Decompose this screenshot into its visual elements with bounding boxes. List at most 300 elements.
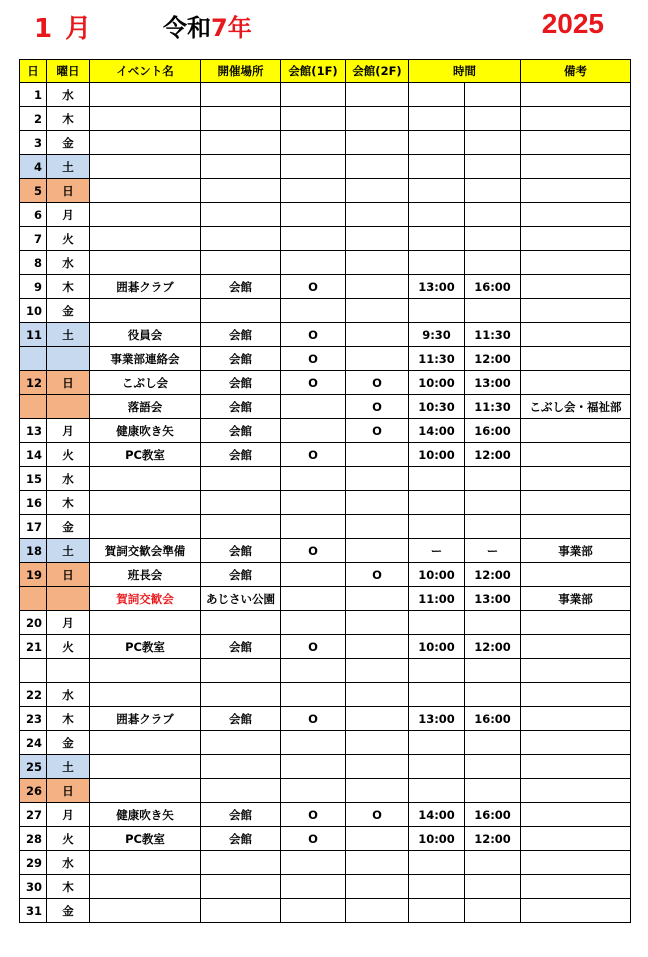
weekday-cell: 木 [47, 875, 90, 899]
end-time-cell [465, 179, 521, 203]
event-cell [90, 659, 201, 683]
notes-cell [521, 131, 631, 155]
event-cell [90, 851, 201, 875]
notes-cell [521, 275, 631, 299]
weekday-cell: 日 [47, 371, 90, 395]
day-cell: 16 [20, 491, 47, 515]
table-row [20, 155, 631, 179]
event-cell: 健康吹き矢 [90, 803, 201, 827]
day-cell: 21 [20, 635, 47, 659]
day-cell: 18 [20, 539, 47, 563]
end-time-cell [465, 203, 521, 227]
end-time-cell [465, 515, 521, 539]
table-row [20, 731, 631, 755]
hall-1f-cell [281, 683, 346, 707]
event-cell [90, 491, 201, 515]
venue-cell [201, 851, 281, 875]
hall-1f-cell [281, 131, 346, 155]
hall-2f-cell [346, 587, 409, 611]
event-cell: 囲碁クラブ [90, 275, 201, 299]
notes-cell [521, 515, 631, 539]
venue-cell [201, 227, 281, 251]
end-time-cell [465, 131, 521, 155]
venue-cell [201, 491, 281, 515]
hall-1f-cell [281, 179, 346, 203]
venue-cell [201, 155, 281, 179]
table-row [20, 611, 631, 635]
venue-cell: 会館 [201, 323, 281, 347]
weekday-cell: 金 [47, 899, 90, 923]
weekday-cell: 金 [47, 131, 90, 155]
notes-cell: 事業部 [521, 539, 631, 563]
event-cell [90, 899, 201, 923]
weekday-cell [47, 347, 90, 371]
event-cell [90, 731, 201, 755]
notes-cell [521, 659, 631, 683]
month-title: 1 月 [34, 14, 94, 44]
table-row [20, 347, 631, 371]
col-header-day: 日 [20, 60, 47, 83]
hall-1f-cell [281, 395, 346, 419]
table-row [20, 227, 631, 251]
end-time-cell [465, 851, 521, 875]
hall-2f-cell [346, 659, 409, 683]
hall-2f-cell [346, 515, 409, 539]
end-time-cell: 12:00 [465, 827, 521, 851]
hall-2f-cell [346, 491, 409, 515]
day-cell: 2 [20, 107, 47, 131]
notes-cell [521, 683, 631, 707]
table-row [20, 635, 631, 659]
hall-1f-cell [281, 755, 346, 779]
start-time-cell [409, 755, 465, 779]
end-time-cell [465, 155, 521, 179]
venue-cell [201, 611, 281, 635]
end-time-cell [465, 659, 521, 683]
venue-cell [201, 203, 281, 227]
event-cell: 賀詞交歓会準備 [90, 539, 201, 563]
table-row [20, 683, 631, 707]
hall-1f-cell [281, 419, 346, 443]
end-time-cell [465, 83, 521, 107]
weekday-cell: 水 [47, 683, 90, 707]
weekday-cell: 水 [47, 251, 90, 275]
weekday-cell: 日 [47, 179, 90, 203]
day-cell: 14 [20, 443, 47, 467]
notes-cell: こぶし会・福祉部 [521, 395, 631, 419]
venue-cell: あじさい公園 [201, 587, 281, 611]
col-header-venue: 開催場所 [201, 60, 281, 83]
venue-cell [201, 683, 281, 707]
weekday-cell [47, 659, 90, 683]
event-cell: PC教室 [90, 827, 201, 851]
venue-cell: 会館 [201, 395, 281, 419]
table-row [20, 779, 631, 803]
start-time-cell [409, 779, 465, 803]
day-cell: 11 [20, 323, 47, 347]
end-time-cell [465, 755, 521, 779]
weekday-cell: 木 [47, 491, 90, 515]
start-time-cell [409, 251, 465, 275]
notes-cell [521, 419, 631, 443]
hall-2f-cell [346, 299, 409, 323]
weekday-cell: 月 [47, 419, 90, 443]
hall-1f-cell [281, 611, 346, 635]
end-time-cell: ー [465, 539, 521, 563]
hall-2f-cell [346, 83, 409, 107]
event-cell [90, 299, 201, 323]
end-time-cell [465, 107, 521, 131]
start-time-cell [409, 611, 465, 635]
start-time-cell [409, 131, 465, 155]
venue-cell: 会館 [201, 347, 281, 371]
venue-cell [201, 251, 281, 275]
hall-1f-cell [281, 875, 346, 899]
notes-cell [521, 827, 631, 851]
event-cell [90, 83, 201, 107]
day-cell: 6 [20, 203, 47, 227]
table-row [20, 587, 631, 611]
venue-cell: 会館 [201, 827, 281, 851]
col-header-hall-1f: 会館(1F) [281, 60, 346, 83]
hall-2f-cell [346, 851, 409, 875]
weekday-cell: 月 [47, 203, 90, 227]
venue-cell [201, 131, 281, 155]
day-cell: 10 [20, 299, 47, 323]
event-cell [90, 131, 201, 155]
table-row [20, 251, 631, 275]
hall-1f-cell [281, 155, 346, 179]
table-row [20, 107, 631, 131]
table-row [20, 83, 631, 107]
start-time-cell [409, 491, 465, 515]
day-cell [20, 659, 47, 683]
start-time-cell: 9:30 [409, 323, 465, 347]
table-row [20, 395, 631, 419]
table-row [20, 755, 631, 779]
notes-cell [521, 611, 631, 635]
notes-cell [521, 107, 631, 131]
venue-cell: 会館 [201, 803, 281, 827]
start-time-cell: 10:00 [409, 443, 465, 467]
hall-2f-cell [346, 131, 409, 155]
notes-cell [521, 635, 631, 659]
day-cell: 13 [20, 419, 47, 443]
hall-1f-cell [281, 227, 346, 251]
table-row [20, 443, 631, 467]
weekday-cell: 火 [47, 227, 90, 251]
start-time-cell: 10:00 [409, 827, 465, 851]
end-time-cell [465, 899, 521, 923]
hall-1f-cell [281, 731, 346, 755]
hall-2f-cell [346, 683, 409, 707]
event-cell: PC教室 [90, 443, 201, 467]
day-cell: 20 [20, 611, 47, 635]
venue-cell [201, 779, 281, 803]
hall-1f-cell: O [281, 803, 346, 827]
hall-2f-cell [346, 611, 409, 635]
event-cell [90, 227, 201, 251]
venue-cell [201, 467, 281, 491]
hall-2f-cell [346, 227, 409, 251]
end-time-cell: 12:00 [465, 443, 521, 467]
notes-cell [521, 755, 631, 779]
hall-2f-cell [346, 467, 409, 491]
day-cell: 28 [20, 827, 47, 851]
day-cell: 22 [20, 683, 47, 707]
venue-cell [201, 755, 281, 779]
start-time-cell [409, 467, 465, 491]
start-time-cell: 14:00 [409, 803, 465, 827]
table-row [20, 371, 631, 395]
start-time-cell [409, 107, 465, 131]
era-prefix: 令和 [163, 14, 211, 42]
notes-cell [521, 251, 631, 275]
venue-cell [201, 899, 281, 923]
end-time-cell: 13:00 [465, 371, 521, 395]
day-cell: 15 [20, 467, 47, 491]
event-cell: 囲碁クラブ [90, 707, 201, 731]
table-row [20, 323, 631, 347]
hall-2f-cell [346, 899, 409, 923]
venue-cell: 会館 [201, 563, 281, 587]
day-cell: 27 [20, 803, 47, 827]
hall-1f-cell [281, 563, 346, 587]
notes-cell [521, 899, 631, 923]
notes-cell [521, 299, 631, 323]
end-time-cell: 16:00 [465, 419, 521, 443]
table-row [20, 275, 631, 299]
end-time-cell: 16:00 [465, 707, 521, 731]
start-time-cell: 14:00 [409, 419, 465, 443]
event-cell [90, 155, 201, 179]
start-time-cell [409, 851, 465, 875]
hall-1f-cell: O [281, 827, 346, 851]
notes-cell: 事業部 [521, 587, 631, 611]
day-cell: 9 [20, 275, 47, 299]
hall-1f-cell [281, 779, 346, 803]
notes-cell [521, 491, 631, 515]
start-time-cell [409, 83, 465, 107]
start-time-cell [409, 179, 465, 203]
day-cell: 24 [20, 731, 47, 755]
venue-cell [201, 731, 281, 755]
day-cell: 23 [20, 707, 47, 731]
weekday-cell: 木 [47, 707, 90, 731]
event-cell: 落語会 [90, 395, 201, 419]
notes-cell [521, 851, 631, 875]
notes-cell [521, 347, 631, 371]
hall-1f-cell [281, 299, 346, 323]
notes-cell [521, 779, 631, 803]
day-cell: 26 [20, 779, 47, 803]
end-time-cell [465, 227, 521, 251]
event-cell [90, 179, 201, 203]
start-time-cell: 11:30 [409, 347, 465, 371]
event-cell [90, 251, 201, 275]
day-cell [20, 347, 47, 371]
weekday-cell: 水 [47, 467, 90, 491]
weekday-cell: 土 [47, 539, 90, 563]
end-time-cell: 13:00 [465, 587, 521, 611]
hall-1f-cell [281, 107, 346, 131]
table-row [20, 707, 631, 731]
start-time-cell [409, 299, 465, 323]
era-title [163, 8, 252, 48]
table-row [20, 899, 631, 923]
notes-cell [521, 443, 631, 467]
table-row [20, 131, 631, 155]
day-cell: 5 [20, 179, 47, 203]
hall-2f-cell [346, 443, 409, 467]
start-time-cell [409, 683, 465, 707]
weekday-cell: 金 [47, 731, 90, 755]
notes-cell [521, 83, 631, 107]
weekday-cell: 木 [47, 107, 90, 131]
hall-2f-cell [346, 731, 409, 755]
venue-cell [201, 83, 281, 107]
event-cell: 班長会 [90, 563, 201, 587]
table-row [20, 419, 631, 443]
weekday-cell: 土 [47, 755, 90, 779]
notes-cell [521, 803, 631, 827]
hall-2f-cell [346, 347, 409, 371]
hall-2f-cell: O [346, 395, 409, 419]
weekday-cell: 土 [47, 323, 90, 347]
event-cell [90, 203, 201, 227]
weekday-cell [47, 587, 90, 611]
hall-1f-cell [281, 515, 346, 539]
hall-1f-cell: O [281, 275, 346, 299]
notes-cell [521, 155, 631, 179]
start-time-cell [409, 731, 465, 755]
hall-2f-cell [346, 707, 409, 731]
weekday-cell: 土 [47, 155, 90, 179]
event-calendar-table [19, 59, 631, 923]
event-cell: こぶし会 [90, 371, 201, 395]
col-header-notes: 備考 [521, 60, 631, 83]
table-row [20, 659, 631, 683]
venue-cell [201, 515, 281, 539]
venue-cell [201, 659, 281, 683]
day-cell: 8 [20, 251, 47, 275]
venue-cell: 会館 [201, 443, 281, 467]
day-cell [20, 395, 47, 419]
weekday-cell: 水 [47, 83, 90, 107]
venue-cell: 会館 [201, 275, 281, 299]
hall-2f-cell: O [346, 371, 409, 395]
table-row [20, 539, 631, 563]
start-time-cell: 10:00 [409, 635, 465, 659]
day-cell: 7 [20, 227, 47, 251]
notes-cell [521, 371, 631, 395]
hall-1f-cell [281, 851, 346, 875]
table-row [20, 491, 631, 515]
table-row [20, 851, 631, 875]
hall-2f-cell [346, 179, 409, 203]
col-header-event: イベント名 [90, 60, 201, 83]
day-cell: 25 [20, 755, 47, 779]
hall-2f-cell [346, 875, 409, 899]
col-header-weekday: 曜日 [47, 60, 90, 83]
weekday-cell: 水 [47, 851, 90, 875]
hall-1f-cell [281, 491, 346, 515]
hall-2f-cell [346, 251, 409, 275]
event-cell [90, 611, 201, 635]
end-time-cell [465, 683, 521, 707]
end-time-cell: 12:00 [465, 635, 521, 659]
weekday-cell: 月 [47, 611, 90, 635]
end-time-cell: 12:00 [465, 563, 521, 587]
end-time-cell: 11:30 [465, 395, 521, 419]
start-time-cell [409, 875, 465, 899]
hall-1f-cell: O [281, 443, 346, 467]
event-cell: 健康吹き矢 [90, 419, 201, 443]
hall-2f-cell [346, 755, 409, 779]
end-time-cell [465, 611, 521, 635]
start-time-cell [409, 227, 465, 251]
notes-cell [521, 707, 631, 731]
notes-cell [521, 179, 631, 203]
notes-cell [521, 467, 631, 491]
start-time-cell: 10:00 [409, 563, 465, 587]
table-row [20, 515, 631, 539]
day-cell: 19 [20, 563, 47, 587]
header-row [20, 60, 631, 83]
end-time-cell [465, 731, 521, 755]
venue-cell: 会館 [201, 539, 281, 563]
notes-cell [521, 731, 631, 755]
weekday-cell: 火 [47, 635, 90, 659]
start-time-cell [409, 155, 465, 179]
event-cell [90, 107, 201, 131]
event-cell: PC教室 [90, 635, 201, 659]
table-row [20, 827, 631, 851]
hall-1f-cell: O [281, 707, 346, 731]
hall-2f-cell: O [346, 419, 409, 443]
day-cell: 3 [20, 131, 47, 155]
table-row [20, 179, 631, 203]
venue-cell: 会館 [201, 419, 281, 443]
hall-2f-cell [346, 779, 409, 803]
venue-cell: 会館 [201, 707, 281, 731]
end-time-cell [465, 299, 521, 323]
notes-cell [521, 323, 631, 347]
year-title: 2025 [541, 8, 604, 39]
hall-2f-cell [346, 635, 409, 659]
hall-1f-cell [281, 659, 346, 683]
hall-1f-cell [281, 203, 346, 227]
start-time-cell [409, 515, 465, 539]
event-cell [90, 779, 201, 803]
event-cell [90, 467, 201, 491]
col-header-hall-2f: 会館(2F) [346, 60, 409, 83]
end-time-cell [465, 875, 521, 899]
event-cell [90, 755, 201, 779]
hall-1f-cell [281, 83, 346, 107]
weekday-cell: 日 [47, 563, 90, 587]
table-row [20, 203, 631, 227]
start-time-cell [409, 203, 465, 227]
end-time-cell: 16:00 [465, 803, 521, 827]
day-cell [20, 587, 47, 611]
end-time-cell [465, 491, 521, 515]
day-cell: 29 [20, 851, 47, 875]
weekday-cell: 金 [47, 299, 90, 323]
hall-2f-cell [346, 155, 409, 179]
weekday-cell: 火 [47, 443, 90, 467]
hall-1f-cell: O [281, 371, 346, 395]
